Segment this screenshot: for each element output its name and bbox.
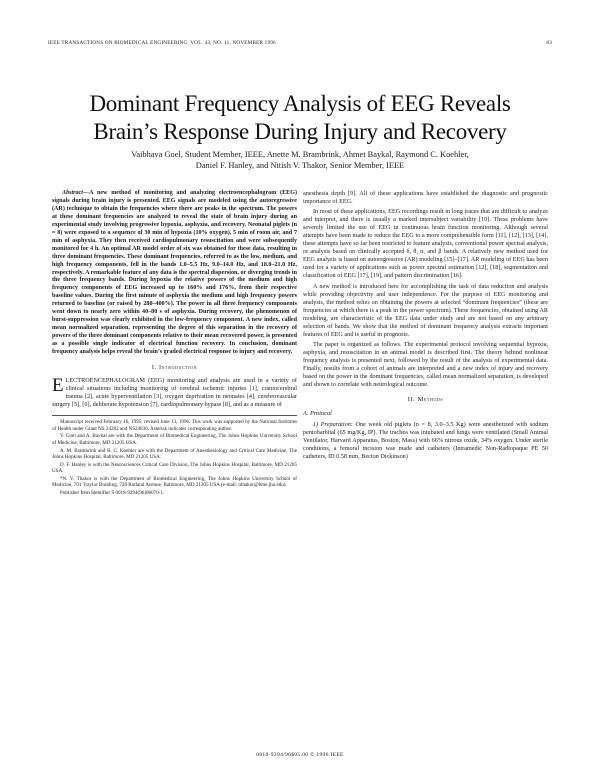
abstract	[52, 190, 297, 357]
author-list	[60, 150, 540, 171]
protocol-paragraph	[303, 421, 548, 461]
running-header	[48, 40, 552, 50]
right-column	[303, 190, 548, 463]
copyright-footer: 0018-9294/96$05.00 © 1996 IEEE	[256, 752, 344, 758]
section-heading-introduction: I. Introduction	[151, 364, 198, 372]
abstract-text: A new method of monitoring and analyzing electroencephalogram (EEG) signals during brain injury is presented. EEG signals are modeled using the autoregressive (AR) technique to obtain the frequencies where there are peaks in the spectrum. The powers at these dominant frequencies are analyzed to reveal the state of brain injury during an experimental study involving progressive hypoxia, asphyxia, and recovery. Neonatal piglets (n = 8) were exposed to a sequence of 30 min of hypoxia (10% oxygen), 5 min of room air, and 7 min of asphyxia. They then received cardiopulmonary resuscitation and were subsequently monitored for 4 h. An optimal AR model order of six was obtained for these data, resulting in three dominant frequencies. These dominant frequencies, referred to as the low, medium, and high frequency components, fell in the bands 1.0–5.5 Hz, 9.0–14.0 Hz, and 18.0–21.0 Hz, respectively. A remarkable feature of any data is the spectral dispersion, or diverging trends in the three frequency bands. During hypoxia the relative powers of the medium and high frequency components of EEG increased up to 160% and 176%, from their respective baseline values. During the first minute of asphyxia the medium and high frequency powers returned to baseline (or raised by 280–400%). The power in all three frequency components went down to nearly zero within 40–80 s of asphyxia. During recovery, the phenomenon of burst-suppression was clearly exhibited in the low-frequency component. A new index, called mean normalized separation, representing the degree of this separation in the recovery of powers of the three dominant components relative to their mean recovered power, is presented as a possible single indicator of electrical function recovery. In conclusion, dominant frequency analysis helps reveal the brain’s graded electrical response to injury and recovery.	[52, 190, 297, 356]
paper-title-line-1: Dominant Frequency Analysis of EEG Reveals	[89, 91, 511, 116]
footnote: V. Goel and A. Baykal are with the Department of Biomedical Engineering, The Johns Hopkins University School of Medicine, Baltimore, MD 21205 USA.	[52, 433, 297, 446]
abstract-label: Abstract—	[62, 190, 90, 196]
body-paragraph: The paper is organized as follows. The experimental protocol involving sequential hypoxia, asphyxia, and resuscitation in an animal model is described first. The theory behind nonlinear frequency analysis is presented next, followed by the result of the analysis of experimental data. Finally, results from a cohort of animals are interpreted and a new index of injury and recovery based on the power in the dominant frequencies, called mean normalized separation, is developed and shown to correlate with neurological outcome.	[303, 340, 548, 389]
author-line-1: Vaibhava Goel, Student Member, IEEE, Anette M. Brambrink, Ahmet Baykal, Raymond C. Koehler,	[131, 150, 469, 159]
protocol-label: 1) Preparation:	[313, 421, 353, 429]
footnotes	[52, 415, 297, 496]
drop-cap: E	[52, 375, 64, 397]
introduction-paragraph	[52, 377, 297, 409]
footnote: D. F. Hanley is with the Neurosciences Critical Care Division, The Johns Hopkins Hospital, Baltimore, MD 21205 USA.	[52, 461, 297, 475]
footnote: Publisher Item Identifier S 0018-9294(96)08070-1.	[60, 490, 165, 497]
body-paragraph: anesthesia depth [9]. All of these applications have established the diagnostic and prognostic importance of EEG.	[303, 190, 548, 206]
protocol-text: One week old piglets (n = 8, 3.0–3.5 Kg) were anesthetized with sodium pentobarbital (65 mg/Kg, IP). The trachea was intubated and lungs were ventilated (Small Animal Ventilator, Harvard Apparatus, Boston, Mass) with 66% nitrous oxide, 34% oxygen. Under sterile conditions, a femoral incision was made and catheters (Intramedic Non-Radiopaque PE 50 catheters, ID 0.58 mm, Becton Dickinson)	[303, 421, 549, 461]
left-column	[52, 190, 297, 498]
footnote: *N. V. Thakor is with the Department of Biomedical Engineering, The Johns Hopkins University School of Medicine, 701 Traylor Building, 720 Rutland Avenue, Baltimore, MD 21205 USA (e-mail: nthakor@bme.jhu.edu).	[52, 476, 297, 489]
journal-name: IEEE TRANSACTIONS ON BIOMEDICAL ENGINEERING, VOL. 43, NO. 11, NOVEMBER 1996	[48, 40, 276, 46]
body-paragraph: A new method is introduced here for accomplishing the task of data reduction and analysis while providing objectivity and user independence. For the purpose of EEG monitoring and analysis, the method relies on obtaining the powers at selected “dominant frequencies” (these are frequencies at which there is a peak in the power spectrum). These frequencies, obtained using AR modeling, are characteristic of the EEG data under study and are not based on any arbitrary selection of bands. We show that the method of dominant frequency analysis extracts important features of EEG and is useful in prognosis.	[303, 282, 548, 338]
body-paragraph: In most of these applications, EEG recordings result in long traces that are difficult to analyze and interpret, and there is usually a marked intersubject variability [10]. These problems have severely limited the use of EEG in continuous brain function monitoring. Although several attempts have been made to reduce the EEG to a more comprehensible form [11], [12], [13], [14], these attempts have so far been restricted to feature analysis, conventional power spectral analysis, or analysis based on clinically accepted δ, θ, α, and β bands. A relatively new method used for EEG analysis is based on autoregressive (AR) modeling [15]–[17]. AR modeling of EEG has been used for a variety of applications such as power spectral estimation [12], [18], segmentation and classification of EEG [17], [19], and pattern discrimination [16].	[303, 208, 548, 280]
subsection-heading-protocol: A. Protocol	[303, 410, 332, 418]
introduction-text: LECTROENCEPHALOGRAM (EEG) monitoring and analysis are used in a variety of clinical situations including monitoring of cerebral ischemic injuries [1], craniocerebral trauma [2], acute hyperventilation [3], oxygen deprivation in neonates [4], cerebrovascular surgery [5], [6], deliberate hypotension [7], cardiopulmonary bypass [8], and as a measure of	[52, 377, 297, 409]
footnote: Manuscript received February 16, 1995; revised June 13, 1996. This work was supported by the National Institutes of Health under Grant NS 24282 and NS24836. Asterisk indicates corresponding author.	[52, 419, 297, 432]
page-number: 83	[546, 40, 552, 46]
author-line-2: Daniel F. Hanley, and Nitish V. Thakor, Senior Member, IEEE	[195, 160, 405, 170]
section-heading-methods: II. Methods	[407, 396, 444, 404]
paper-title-line-2: Brain’s Response During Injury and Recovery	[93, 119, 507, 144]
footnote: A. M. Brambrink and R. C. Koehler are with the Department of Anesthesiology and Critical Care Medicine, The Johns Hopkins Hospital, Baltimore, MD 21205 USA.	[52, 447, 297, 460]
